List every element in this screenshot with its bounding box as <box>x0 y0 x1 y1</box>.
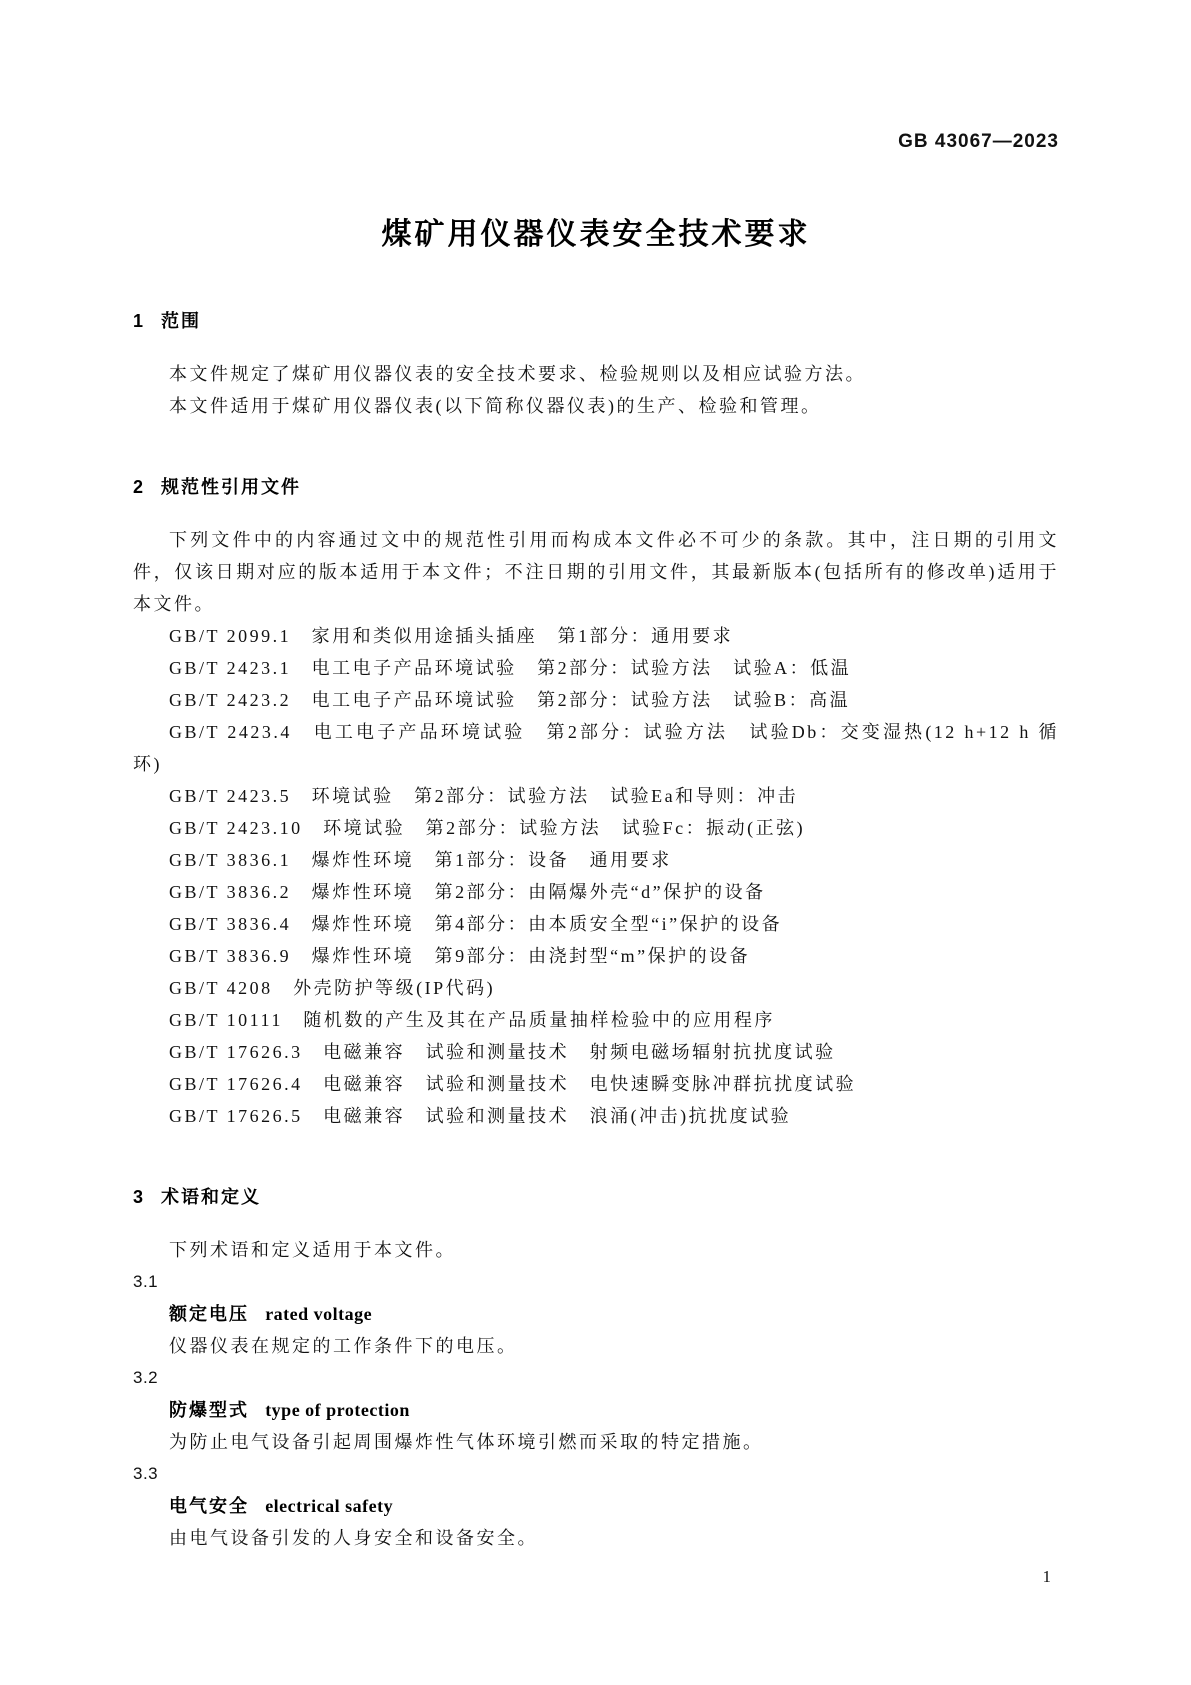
reference-item: GB/T 2099.1 家用和类似用途插头插座 第1部分：通用要求 <box>169 626 734 646</box>
section-2-number: 2 <box>133 477 144 497</box>
term-name <box>133 1490 1059 1522</box>
standard-code: GB 43067—2023 <box>898 131 1059 152</box>
section-1-label: 范围 <box>161 311 202 331</box>
section-1-heading <box>133 308 1059 334</box>
term-definition: 仪器仪表在规定的工作条件下的电压。 <box>169 1336 518 1356</box>
term-name-zh: 额定电压 <box>169 1304 249 1324</box>
section-3-number: 3 <box>133 1187 144 1207</box>
reference-item: GB/T 2423.10 环境试验 第2部分：试验方法 试验Fc：振动(正弦) <box>169 818 806 838</box>
normative-reference-list <box>133 620 1059 1132</box>
term-name <box>133 1394 1059 1426</box>
section-2-intro: 下列文件中的内容通过文中的规范性引用而构成本文件必不可少的条款。其中，注日期的引用文件，仅该日期对应的版本适用于本文件；不注日期的引用文件，其最新版本(包括所有的修改单)适用于本文件。 <box>133 530 1059 614</box>
reference-item: GB/T 3836.2 爆炸性环境 第2部分：由隔爆外壳“d”保护的设备 <box>169 882 766 902</box>
reference-item: GB/T 2423.4 电工电子产品环境试验 第2部分：试验方法 试验Db：交变湿热(12 h+12 h 循环) <box>133 722 1059 774</box>
term-block <box>133 1362 1059 1458</box>
term-name-zh: 电气安全 <box>169 1496 249 1516</box>
term-definition: 为防止电气设备引起周围爆炸性气体环境引燃而采取的特定措施。 <box>169 1432 764 1452</box>
section-2-heading <box>133 474 1059 500</box>
document-content <box>133 130 1059 1554</box>
term-definition: 由电气设备引发的人身安全和设备安全。 <box>169 1528 538 1548</box>
term-name <box>133 1298 1059 1330</box>
reference-item: GB/T 3836.9 爆炸性环境 第9部分：由浇封型“m”保护的设备 <box>169 946 751 966</box>
document-title: 煤矿用仪器仪表安全技术要求 <box>381 218 811 251</box>
reference-item: GB/T 3836.1 爆炸性环境 第1部分：设备 通用要求 <box>169 850 672 870</box>
term-block <box>133 1266 1059 1362</box>
reference-item: GB/T 17626.3 电磁兼容 试验和测量技术 射频电磁场辐射抗扰度试验 <box>169 1042 836 1062</box>
term-number: 3.1 <box>133 1272 159 1291</box>
term-name-zh: 防爆型式 <box>169 1400 249 1420</box>
reference-item: GB/T 2423.2 电工电子产品环境试验 第2部分：试验方法 试验B：高温 <box>169 690 851 710</box>
term-name-en: electrical safety <box>265 1496 394 1516</box>
reference-item: GB/T 10111 随机数的产生及其在产品质量抽样检验中的应用程序 <box>169 1010 775 1030</box>
reference-item: GB/T 2423.5 环境试验 第2部分：试验方法 试验Ea和导则：冲击 <box>169 786 799 806</box>
term-block <box>133 1458 1059 1554</box>
term-name-en: type of protection <box>265 1400 410 1420</box>
section-3-heading <box>133 1184 1059 1210</box>
page-number: 1 <box>1042 1567 1051 1586</box>
section-1-number: 1 <box>133 311 144 331</box>
reference-item: GB/T 3836.4 爆炸性环境 第4部分：由本质安全型“i”保护的设备 <box>169 914 783 934</box>
section-2-label: 规范性引用文件 <box>161 477 302 497</box>
section-3-label: 术语和定义 <box>161 1187 262 1207</box>
reference-item: GB/T 17626.5 电磁兼容 试验和测量技术 浪涌(冲击)抗扰度试验 <box>169 1106 792 1126</box>
section-3-intro: 下列术语和定义适用于本文件。 <box>169 1240 456 1260</box>
reference-item: GB/T 2423.1 电工电子产品环境试验 第2部分：试验方法 试验A：低温 <box>169 658 852 678</box>
reference-item: GB/T 17626.4 电磁兼容 试验和测量技术 电快速瞬变脉冲群抗扰度试验 <box>169 1074 857 1094</box>
section-1-paragraph-1: 本文件规定了煤矿用仪器仪表的安全技术要求、检验规则以及相应试验方法。 <box>169 364 866 384</box>
term-number: 3.2 <box>133 1368 159 1387</box>
term-number: 3.3 <box>133 1464 159 1483</box>
reference-item: GB/T 4208 外壳防护等级(IP代码) <box>169 978 496 998</box>
section-1-paragraph-2: 本文件适用于煤矿用仪器仪表(以下简称仪器仪表)的生产、检验和管理。 <box>169 396 822 416</box>
term-name-en: rated voltage <box>265 1304 373 1324</box>
